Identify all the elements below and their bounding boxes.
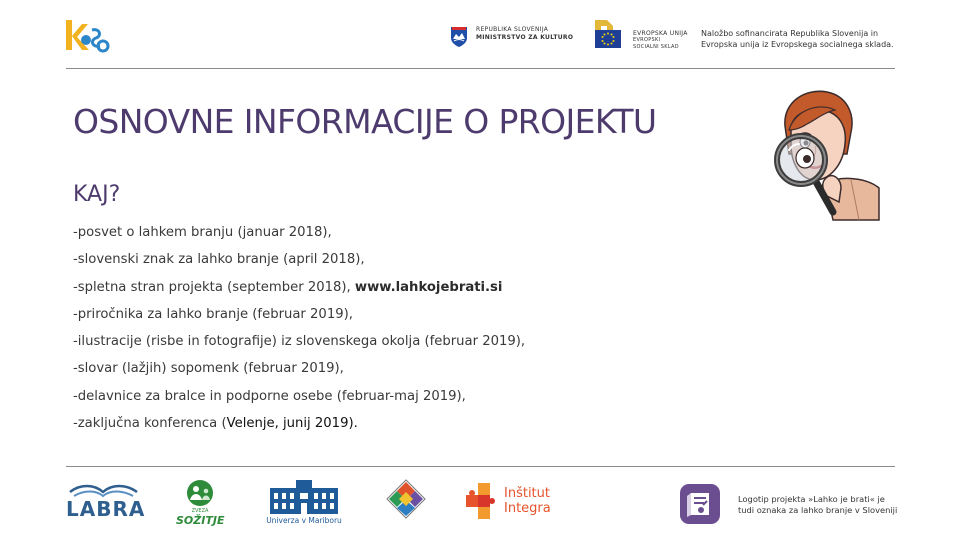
section-heading-kaj: KAJ? (73, 182, 121, 207)
footer-divider (66, 466, 895, 467)
labra-logo (66, 478, 146, 524)
list-item (73, 415, 525, 442)
ministry-logo-line2: MINISTRSTVO ZA KULTURO (476, 34, 574, 41)
avatar-magnifying-glass-illustration (755, 84, 880, 224)
list-item-text: -priročnika za lahko branje (februar 2019), (73, 306, 353, 322)
list-item-text: -zaključna konferenca ( (73, 416, 227, 432)
list-item-text: -posvet o lahkem branju (januar 2018), (73, 225, 332, 240)
list-item-text: -slovenski znak za lahko branje (april 2018), (73, 252, 365, 268)
header-divider (66, 68, 895, 69)
open-book-icon (66, 478, 141, 498)
slovenia-coat-of-arms-icon (450, 26, 468, 48)
university-of-maribor-logo (264, 478, 344, 526)
list-item-text: -spletna stran projekta (september 2018), (73, 279, 355, 295)
integra-wordmark-line2: Integra (504, 501, 551, 516)
project-activities-list (73, 224, 525, 442)
list-item-text-emphasis: Velenje, junij 2019). (226, 416, 358, 432)
institut-integra-logo (462, 478, 554, 524)
university-building-icon (264, 478, 344, 516)
list-item (73, 388, 525, 415)
sozitje-top-label: ZVEZA (191, 508, 209, 514)
page-title: OSNOVNE INFORMACIJE O PROJEKTU (73, 102, 657, 141)
eu-logo-line1: EVROPSKA UNIJA (633, 30, 688, 37)
eu-flag-icon (595, 30, 621, 48)
list-item (73, 224, 525, 251)
sozitje-wordmark: SOŽITJE (176, 514, 225, 527)
ministry-logo-line1: REPUBLIKA SLOVENIJA (476, 26, 549, 33)
sozitje-logo (176, 478, 224, 528)
ministry-of-culture-logo (450, 26, 573, 48)
list-item-text: -ilustracije (risbe in fotografije) iz slovenskega okolja (februar 2019), (73, 334, 526, 350)
integra-puzzle-icon (462, 481, 500, 521)
eu-logo-line3: SOCIALNI SKLAD (633, 44, 679, 50)
cofinancing-note: Naložbo sofinancirata Republika Slovenija in Evropska unija iz Evropskega socialnega sklada. (701, 29, 894, 49)
list-item (73, 251, 525, 278)
list-item (73, 360, 525, 387)
eu-logo-line2: EVROPSKI (633, 37, 661, 43)
eu-social-fund-logo (593, 18, 688, 51)
list-item-text: -delavnice za bralce in podporne osebe (februar-maj 2019), (73, 388, 466, 404)
um-wordmark: Univerza v Mariboru (266, 516, 342, 525)
website-link[interactable]: www.lahkojebrati.si (354, 279, 503, 295)
integra-wordmark-line1: Inštitut (504, 486, 550, 501)
lahko-je-brati-logo-icon (679, 483, 721, 525)
list-item (73, 333, 525, 360)
colored-puzzle-logo (385, 478, 427, 522)
list-item (73, 306, 525, 333)
labra-wordmark: LABRA (66, 497, 146, 521)
list-item-text: -slovar (lažjih) sopomenk (februar 2019), (73, 361, 344, 377)
sozitje-emblem-icon (176, 478, 224, 508)
logo-explanation-note: Logotip projekta »Lahko je brati« je tudi oznaka za lahko branje v Sloveniji (738, 494, 898, 515)
list-item (73, 279, 525, 306)
kisa-logo (62, 16, 110, 56)
